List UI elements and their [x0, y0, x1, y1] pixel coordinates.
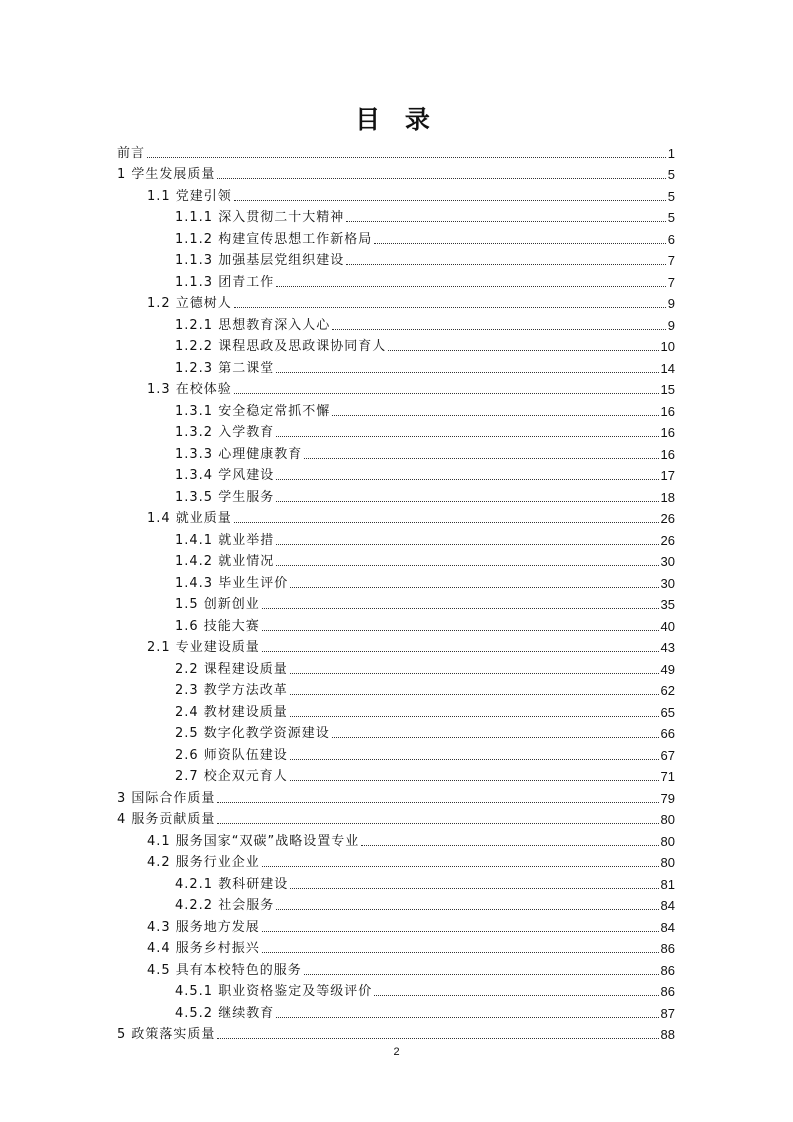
- toc-page: 7: [667, 274, 675, 290]
- toc-page: 66: [660, 726, 675, 741]
- toc-label: 4.5.1 职业资格鉴定及等级评价: [175, 984, 373, 999]
- toc-page: 26: [660, 511, 675, 526]
- dot-leader: [147, 157, 666, 158]
- toc-page: 18: [660, 489, 675, 505]
- toc-page: 88: [660, 1027, 675, 1042]
- toc-label: 4.2 服务行业企业: [147, 855, 260, 870]
- dot-leader: [276, 436, 658, 437]
- dot-leader: [217, 1038, 658, 1039]
- toc-label: 1.2 立德树人: [147, 296, 232, 311]
- toc-entry[interactable]: [117, 549, 675, 571]
- toc-entry[interactable]: [117, 742, 675, 764]
- toc-page: 5: [667, 167, 675, 182]
- dot-leader: [290, 694, 659, 695]
- toc-label: 2.7 校企双元育人: [175, 769, 288, 784]
- toc-page: 84: [660, 919, 675, 935]
- toc-label: 1.3.1 安全稳定常抓不懈: [175, 403, 331, 419]
- toc-entry[interactable]: [117, 269, 675, 291]
- toc-entry[interactable]: [117, 936, 675, 958]
- toc-entry[interactable]: [117, 570, 675, 592]
- toc-page: 86: [660, 962, 675, 978]
- toc-page: 26: [660, 532, 675, 548]
- toc-page: 86: [660, 941, 675, 956]
- toc-entry[interactable]: [117, 484, 675, 506]
- toc-page: 79: [660, 790, 675, 806]
- toc-page: 80: [660, 855, 675, 870]
- page-title: 目 录: [355, 105, 438, 134]
- toc-page: 9: [667, 296, 675, 311]
- toc-page: 80: [660, 833, 675, 849]
- toc-label: 4.2.1 教科研建设: [175, 876, 289, 892]
- toc-label: 2.3 教学方法改革: [175, 683, 288, 698]
- toc-label: 4.4 服务乡村振兴: [147, 941, 260, 956]
- toc-page: 43: [660, 640, 675, 655]
- dot-leader: [217, 178, 665, 179]
- toc-label: 1.2.3 第二课堂: [175, 360, 275, 376]
- toc-page: 9: [667, 317, 675, 333]
- toc-page: 65: [660, 704, 675, 720]
- toc-label: 1.5 创新创业: [175, 597, 260, 612]
- toc-label: 1.4.3 毕业生评价: [175, 575, 289, 591]
- toc-page: 30: [660, 554, 675, 569]
- toc-page: 67: [660, 747, 675, 763]
- dot-leader: [276, 1017, 658, 1018]
- dot-leader: [332, 737, 659, 738]
- toc-page: 71: [660, 769, 675, 784]
- dot-leader: [276, 565, 658, 566]
- toc-label: 1.6 技能大赛: [175, 618, 260, 634]
- toc-entry[interactable]: [117, 785, 675, 807]
- dot-leader: [374, 995, 658, 996]
- toc-entry[interactable]: [117, 441, 675, 463]
- toc-entry[interactable]: [117, 183, 675, 205]
- toc-page: 15: [660, 382, 675, 397]
- dot-leader: [276, 372, 658, 373]
- dot-leader: [276, 544, 658, 545]
- page-number: 2: [393, 1046, 400, 1058]
- dot-leader: [217, 823, 658, 824]
- dot-leader: [374, 243, 666, 244]
- toc-entry[interactable]: [117, 656, 675, 678]
- toc-page: 80: [660, 812, 675, 827]
- toc-entry[interactable]: [117, 226, 675, 248]
- toc-label: 1.4.2 就业情况: [175, 554, 275, 569]
- toc-label: 1.3.5 学生服务: [175, 489, 275, 505]
- toc-page: 1: [667, 145, 675, 161]
- toc-label: 1.2.2 课程思政及思政课协同育人: [175, 339, 387, 354]
- toc-page: 17: [660, 468, 675, 483]
- toc-page: 6: [667, 231, 675, 247]
- toc-label: 4.2.2 社会服务: [175, 898, 275, 913]
- toc-entry[interactable]: [117, 850, 675, 872]
- dot-leader: [332, 415, 658, 416]
- dot-leader: [217, 802, 658, 803]
- toc-label: 1.3.2 入学教育: [175, 425, 275, 440]
- dot-leader: [234, 393, 659, 394]
- toc-label: 1.1.3 团青工作: [175, 274, 275, 290]
- toc-entry[interactable]: [117, 828, 675, 850]
- toc-page: 87: [660, 1005, 675, 1021]
- toc-page: 5: [667, 188, 675, 204]
- toc-entry[interactable]: [117, 463, 675, 485]
- toc-entry[interactable]: [117, 420, 675, 442]
- dot-leader: [262, 630, 659, 631]
- toc-entry[interactable]: [117, 527, 675, 549]
- dot-leader: [276, 479, 658, 480]
- dot-leader: [276, 501, 658, 502]
- toc-label: 4.3 服务地方发展: [147, 919, 260, 935]
- toc-page: 40: [660, 618, 675, 634]
- dot-leader: [290, 673, 659, 674]
- dot-leader: [290, 716, 659, 717]
- toc-label: 3 国际合作质量: [117, 790, 216, 806]
- toc-page: 16: [660, 403, 675, 419]
- toc-entry[interactable]: [117, 1022, 675, 1044]
- toc-page: 49: [660, 661, 675, 677]
- toc-entry[interactable]: [117, 355, 675, 377]
- toc-entry[interactable]: [117, 291, 675, 313]
- toc-label: 1.4 就业质量: [147, 511, 232, 526]
- table-of-contents: [117, 140, 675, 1043]
- toc-page: 14: [660, 360, 675, 376]
- toc-label: 1 学生发展质量: [117, 167, 216, 182]
- toc-label: 2.1 专业建设质量: [147, 640, 260, 655]
- toc-label: 5 政策落实质量: [117, 1027, 216, 1042]
- toc-label: 4 服务贡献质量: [117, 812, 216, 827]
- dot-leader: [262, 608, 659, 609]
- dot-leader: [262, 931, 659, 932]
- dot-leader: [290, 759, 659, 760]
- toc-label: 1.1.2 构建宣传思想工作新格局: [175, 231, 373, 247]
- toc-label: 1.4.1 就业举措: [175, 532, 275, 548]
- dot-leader: [346, 264, 666, 265]
- toc-label: 2.5 数字化教学资源建设: [175, 726, 330, 741]
- dot-leader: [234, 522, 659, 523]
- dot-leader: [262, 651, 659, 652]
- toc-label: 2.4 教材建设质量: [175, 704, 288, 720]
- toc-page: 10: [660, 339, 675, 354]
- toc-label: 1.3.4 学风建设: [175, 468, 275, 483]
- toc-page: 84: [660, 898, 675, 913]
- dot-leader: [290, 780, 659, 781]
- dot-leader: [290, 587, 658, 588]
- toc-entry[interactable]: [117, 592, 675, 614]
- toc-entry[interactable]: [117, 506, 675, 528]
- toc-label: 4.1 服务国家“双碳”战略设置专业: [147, 833, 360, 849]
- toc-entry[interactable]: [117, 377, 675, 399]
- toc-entry[interactable]: [117, 914, 675, 936]
- toc-entry[interactable]: [117, 205, 675, 227]
- toc-entry[interactable]: [117, 635, 675, 657]
- toc-entry[interactable]: [117, 398, 675, 420]
- dot-leader: [304, 458, 658, 459]
- toc-label: 2.6 师资队伍建设: [175, 747, 288, 763]
- dot-leader: [304, 974, 659, 975]
- toc-page: 62: [660, 683, 675, 698]
- toc-label: 2.2 课程建设质量: [175, 661, 288, 677]
- toc-label: 1.1.3 加强基层党组织建设: [175, 253, 345, 268]
- toc-label: 4.5.2 继续教育: [175, 1005, 275, 1021]
- toc-entry[interactable]: [117, 678, 675, 700]
- dot-leader: [332, 329, 666, 330]
- toc-page: 81: [660, 876, 675, 892]
- toc-entry[interactable]: [117, 248, 675, 270]
- toc-page: 5: [667, 210, 675, 225]
- toc-entry[interactable]: [117, 699, 675, 721]
- dot-leader: [234, 307, 666, 308]
- dot-leader: [290, 888, 658, 889]
- toc-entry[interactable]: [117, 871, 675, 893]
- toc-page: 86: [660, 984, 675, 999]
- toc-page: 35: [660, 597, 675, 612]
- toc-entry[interactable]: [117, 807, 675, 829]
- toc-page: 16: [660, 446, 675, 462]
- toc-entry[interactable]: [117, 957, 675, 979]
- dot-leader: [276, 286, 666, 287]
- dot-leader: [262, 866, 659, 867]
- dot-leader: [276, 909, 658, 910]
- toc-label: 前言: [117, 145, 146, 161]
- dot-leader: [388, 350, 658, 351]
- toc-entry[interactable]: [117, 1000, 675, 1022]
- toc-entry[interactable]: [117, 312, 675, 334]
- toc-label: 1.1.1 深入贯彻二十大精神: [175, 210, 345, 225]
- dot-leader: [234, 200, 666, 201]
- toc-entry[interactable]: [117, 979, 675, 1001]
- toc-entry[interactable]: [117, 334, 675, 356]
- toc-entry[interactable]: [117, 613, 675, 635]
- toc-page: 16: [660, 425, 675, 440]
- toc-entry[interactable]: [117, 721, 675, 743]
- toc-label: 1.2.1 思想教育深入人心: [175, 317, 331, 333]
- toc-label: 4.5 具有本校特色的服务: [147, 962, 302, 978]
- dot-leader: [361, 845, 658, 846]
- toc-entry[interactable]: [117, 162, 675, 184]
- toc-entry[interactable]: [117, 764, 675, 786]
- dot-leader: [262, 952, 659, 953]
- toc-label: 1.3.3 心理健康教育: [175, 446, 303, 462]
- toc-page: 30: [660, 575, 675, 591]
- dot-leader: [346, 221, 666, 222]
- toc-page: 7: [667, 253, 675, 268]
- toc-entry[interactable]: [117, 893, 675, 915]
- toc-label: 1.3 在校体验: [147, 382, 232, 397]
- toc-label: 1.1 党建引领: [147, 188, 232, 204]
- toc-entry[interactable]: [117, 140, 675, 162]
